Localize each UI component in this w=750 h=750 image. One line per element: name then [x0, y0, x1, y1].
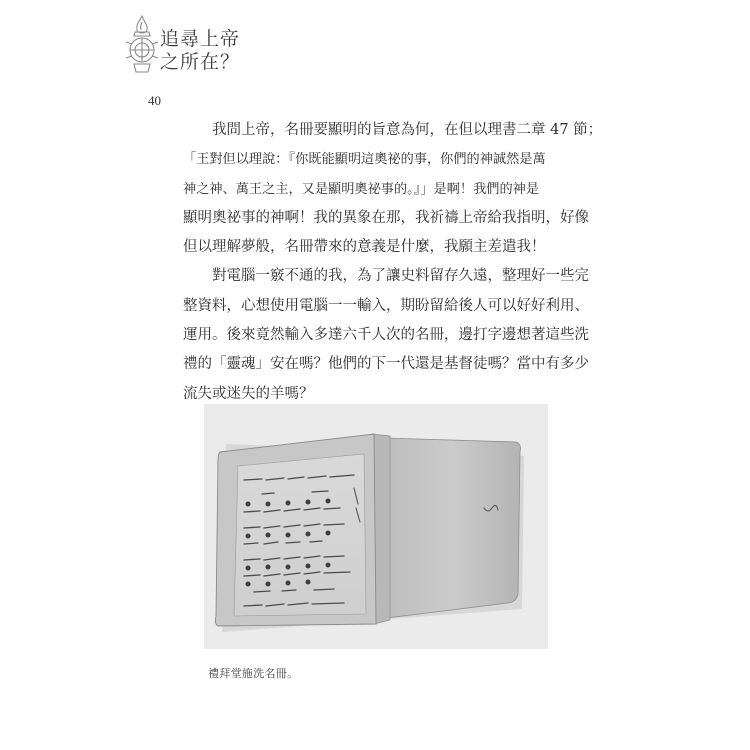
text-line-5: 但以理解夢般，名冊帶來的意義是什麼，我願主差遣我！ — [183, 239, 546, 256]
text-line-9: 禮的「靈魂」安在嗎？他們的下一代還是基督徒嗎？當中有多少 — [183, 356, 589, 373]
text-line-4: 顯明奧祕事的神啊！我的異象在那，我祈禱上帝給我指明，好像 — [183, 209, 589, 226]
text-line-1: 我問上帝，名冊要顯明的旨意為何，在但以理書二章 47 節； — [183, 122, 603, 138]
text-line-3: 神之神、萬王之主，又是顯明奧祕事的。』」是啊！我們的神是 — [183, 181, 540, 197]
book-emblem-icon — [122, 14, 162, 76]
text-line-7: 整資料，心想使用電腦一一輸入，期盼留給後人可以好好利用、 — [183, 297, 589, 314]
text-line-6: 對電腦一竅不通的我，為了讓史料留存久遠，整理好一些完 — [183, 268, 589, 285]
baptism-register-photo — [204, 404, 548, 649]
text-line-10: 流失或迷失的羊嗎？ — [183, 385, 314, 402]
book-title-line-1: 追尋上帝 — [160, 28, 241, 50]
text-line-8: 運用。後來竟然輸入多達六千人次的名冊，邊打字邊想著這些洗 — [183, 327, 589, 344]
book-title — [160, 28, 240, 74]
page-number: 40 — [148, 93, 161, 108]
book-title-line-2: 之所在？ — [160, 51, 241, 73]
text-line-2: 「王對但以理說：『你既能顯明這奧祕的事，你們的神誠然是萬 — [183, 152, 546, 168]
body-text — [183, 116, 603, 409]
photo-caption: 禮拜堂施洗名冊。 — [208, 667, 299, 680]
